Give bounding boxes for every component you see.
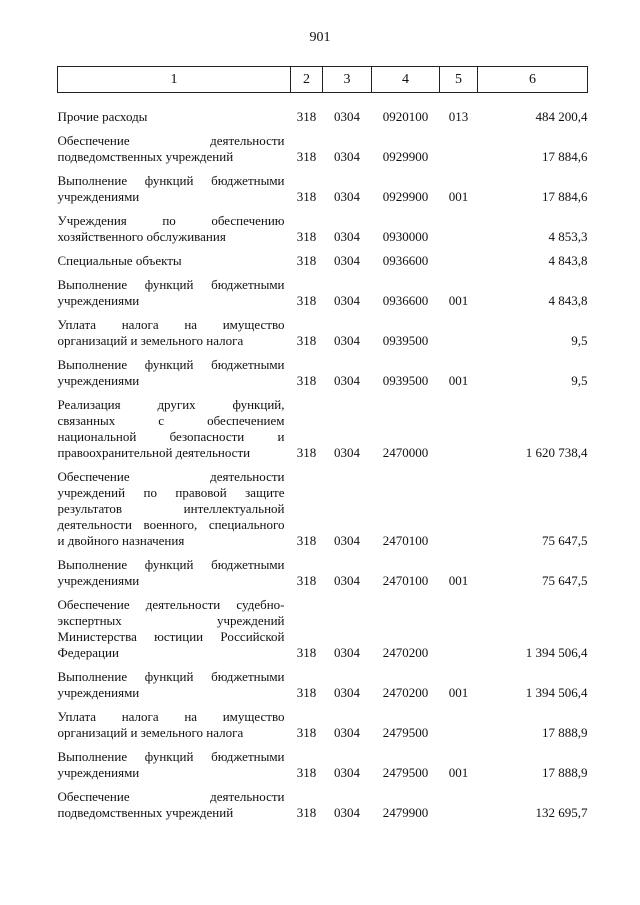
item-name-line: организаций и земельного налога [57,333,244,348]
ministry-code: 318 [296,725,317,740]
section-code: 0304 [334,189,360,204]
target-article-code: 0930000 [382,229,429,244]
column-header-2: 2 [291,67,323,93]
item-name-line: Выполнение функций бюджетными [57,173,285,188]
target-article-code: 0929900 [382,189,429,204]
column-header-3: 3 [323,67,372,93]
target-article-code: 2470200 [382,685,429,700]
budget-table [57,66,588,821]
expense-type-code: 001 [448,189,469,204]
table-row [58,589,588,661]
amount: 75 647,5 [542,573,588,588]
amount: 4 853,3 [548,229,588,244]
amount: 132 695,7 [535,805,588,820]
column-header-5: 5 [440,67,478,93]
amount: 484 200,4 [535,109,588,124]
column-header-4: 4 [372,67,440,93]
table-row [58,781,588,821]
item-name-line: и двойного назначения [57,533,185,548]
table-row [58,245,588,269]
item-name-line: подведомственных учреждений [57,805,234,820]
item-name-line: учреждениями [57,293,140,308]
item-name-line: учреждениями [57,685,140,700]
column-header-1: 1 [58,67,291,93]
expense-type-code [440,309,478,349]
section-code: 0304 [334,445,360,460]
item-name-line: организаций и земельного налога [57,725,244,740]
expense-type-code: 001 [448,373,469,388]
section-code: 0304 [334,573,360,588]
item-name-line: учреждениями [57,189,140,204]
item-name-line: Прочие расходы [57,109,148,124]
target-article-code: 2470100 [382,533,429,548]
row-item-name [58,165,291,205]
expense-type-code [440,205,478,245]
row-item-name [58,461,291,549]
table-row [58,309,588,349]
item-name-line: учреждений по правовой защите [57,485,285,500]
target-article-code: 0920100 [382,109,429,124]
row-item-name [58,93,291,126]
section-code: 0304 [334,373,360,388]
amount: 75 647,5 [542,533,588,548]
expense-type-code: 001 [448,685,469,700]
expense-type-code [440,701,478,741]
table-row [58,269,588,309]
target-article-code: 2470000 [382,445,429,460]
item-name-line: Обеспечение деятельности [57,789,285,804]
table-row [58,701,588,741]
row-item-name [58,349,291,389]
item-name-line: Выполнение функций бюджетными [57,749,285,764]
section-code: 0304 [334,725,360,740]
expense-type-code [440,125,478,165]
item-name-line: связанных с обеспечением [57,413,285,428]
ministry-code: 318 [296,253,317,268]
row-item-name [58,245,291,269]
target-article-code: 0939500 [382,333,429,348]
section-code: 0304 [334,293,360,308]
row-item-name [58,741,291,781]
amount: 17 888,9 [542,765,588,780]
ministry-code: 318 [296,373,317,388]
item-name-line: национальной безопасности и [57,429,285,444]
item-name-line: экспертных учреждений [57,613,285,628]
item-name-line: Федерации [57,645,119,660]
ministry-code: 318 [296,229,317,244]
item-name-line: Выполнение функций бюджетными [57,669,285,684]
amount: 17 884,6 [542,189,588,204]
section-code: 0304 [334,805,360,820]
amount: 9,5 [571,373,588,388]
item-name-line: Выполнение функций бюджетными [57,277,285,292]
item-name-line: Выполнение функций бюджетными [57,557,285,572]
ministry-code: 318 [296,333,317,348]
ministry-code: 318 [296,189,317,204]
item-name-line: Министерства юстиции Российской [57,629,285,644]
column-header-6: 6 [478,67,588,93]
target-article-code: 2479900 [382,805,429,820]
amount: 17 888,9 [542,725,588,740]
table-row [58,661,588,701]
row-item-name [58,781,291,821]
item-name-line: деятельности военного, специального [57,517,285,532]
target-article-code: 2470100 [382,573,429,588]
amount: 1 394 506,4 [525,645,588,660]
item-name-line: Реализация других функций, [57,397,285,412]
section-code: 0304 [334,109,360,124]
item-name-line: Специальные объекты [57,253,182,268]
expense-type-code: 001 [448,293,469,308]
item-name-line: Учреждения по обеспечению [57,213,285,228]
item-name-line: Уплата налога на имущество [57,709,285,724]
ministry-code: 318 [296,573,317,588]
table-row [58,549,588,589]
expense-type-code [440,461,478,549]
row-item-name [58,701,291,741]
amount: 4 843,8 [548,253,588,268]
target-article-code: 2479500 [382,765,429,780]
header-row [58,67,588,93]
table-body [58,93,588,822]
row-item-name [58,661,291,701]
item-name-line: учреждениями [57,373,140,388]
item-name-line: правоохранительной деятельности [57,445,251,460]
amount: 1 620 738,4 [525,445,588,460]
ministry-code: 318 [296,765,317,780]
ministry-code: 318 [296,109,317,124]
section-code: 0304 [334,765,360,780]
item-name-line: результатов интеллектуальной [57,501,285,516]
expense-type-code [440,589,478,661]
row-item-name [58,125,291,165]
table-row [58,461,588,549]
table-row [58,741,588,781]
row-item-name [58,309,291,349]
expense-type-code [440,781,478,821]
row-item-name [58,269,291,309]
section-code: 0304 [334,253,360,268]
expense-type-code: 001 [448,765,469,780]
ministry-code: 318 [296,149,317,164]
amount: 4 843,8 [548,293,588,308]
item-name-line: учреждениями [57,573,140,588]
row-item-name [58,205,291,245]
target-article-code: 2479500 [382,725,429,740]
target-article-code: 2470200 [382,645,429,660]
expense-type-code: 001 [448,573,469,588]
item-name-line: Обеспечение деятельности [57,469,285,484]
ministry-code: 318 [296,685,317,700]
item-name-line: Выполнение функций бюджетными [57,357,285,372]
table-row [58,165,588,205]
section-code: 0304 [334,229,360,244]
ministry-code: 318 [296,805,317,820]
ministry-code: 318 [296,645,317,660]
expense-type-code [440,389,478,461]
table-row [58,93,588,126]
section-code: 0304 [334,533,360,548]
table-row [58,125,588,165]
row-item-name [58,389,291,461]
section-code: 0304 [334,149,360,164]
row-item-name [58,549,291,589]
table-header [58,67,588,93]
table-row [58,349,588,389]
item-name-line: подведомственных учреждений [57,149,234,164]
ministry-code: 318 [296,293,317,308]
item-name-line: Обеспечение деятельности судебно- [57,597,285,612]
page-number: 901 [309,30,331,45]
table-row [58,205,588,245]
item-name-line: хозяйственного обслуживания [57,229,226,244]
expense-type-code [440,245,478,269]
row-item-name [58,589,291,661]
target-article-code: 0936600 [382,293,429,308]
section-code: 0304 [334,685,360,700]
item-name-line: учреждениями [57,765,140,780]
ministry-code: 318 [296,445,317,460]
amount: 1 394 506,4 [525,685,588,700]
target-article-code: 0936600 [382,253,429,268]
item-name-line: Уплата налога на имущество [57,317,285,332]
item-name-line: Обеспечение деятельности [57,133,285,148]
table-row [58,389,588,461]
section-code: 0304 [334,645,360,660]
target-article-code: 0929900 [382,149,429,164]
ministry-code: 318 [296,533,317,548]
amount: 17 884,6 [542,149,588,164]
section-code: 0304 [334,333,360,348]
amount: 9,5 [571,333,588,348]
target-article-code: 0939500 [382,373,429,388]
expense-type-code: 013 [448,109,469,124]
